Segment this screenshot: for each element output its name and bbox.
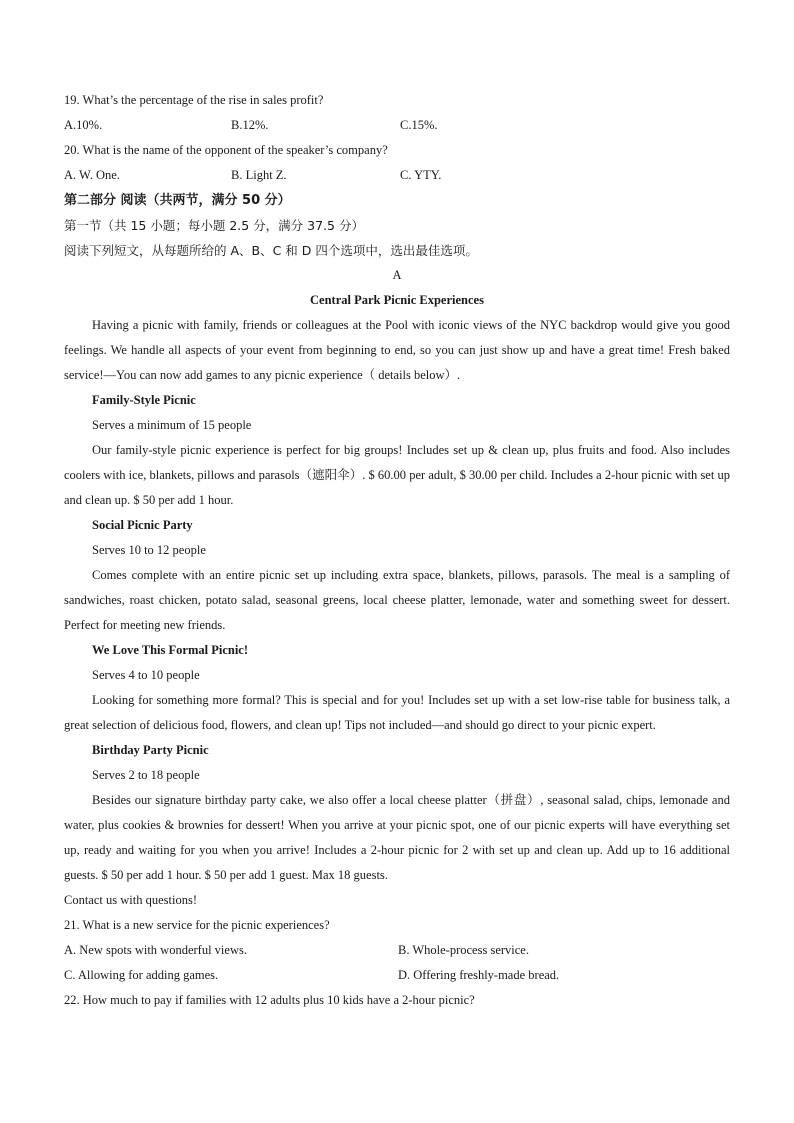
option-b: B. Light Z. — [231, 168, 287, 182]
option-a: A.10%. — [64, 118, 103, 132]
package-description: Comes complete with an entire picnic set up including extra space, blankets, pillows, parasols. The meal is a sampling of sandwiches, roast chicken, potato salad, seasonal greens, local cheese platter, lemonade, water and something sweet for dessert. Perfect for meeting new friends. — [64, 568, 730, 632]
package-description: Our family-style picnic experience is perfect for big groups! Includes set up & clean up, plus fruits and food. Also includes coolers with ice, blankets, pillows and parasols（遮阳伞）. $ 60.00 per adult, $ 30.00 per child. Includes a 2-hour picnic with set up and clean up. $ 50 per add 1 hour. — [64, 443, 730, 507]
option-b: B.12%. — [231, 118, 269, 132]
passage-title: Central Park Picnic Experiences — [310, 293, 484, 307]
question-19-options — [64, 113, 730, 138]
question-21-options-ab — [64, 938, 730, 963]
option-a: A. W. One. — [64, 168, 120, 182]
option-a: A. New spots with wonderful views. — [64, 943, 247, 957]
package-description: Looking for something more formal? This is special and for you! Includes set up with a set low-rise table for business talk, a great selection of delicious food, flowers, and clean up! Tips not included—and should go direct to your picnic expert. — [64, 693, 730, 732]
question-22: 22. How much to pay if families with 12 adults plus 10 kids have a 2-hour picnic? — [64, 993, 475, 1007]
package-name: We Love This Formal Picnic! — [92, 643, 249, 657]
question-21-options-cd — [64, 963, 730, 988]
passage-letter: A — [392, 268, 402, 282]
option-c: C. Allowing for adding games. — [64, 968, 219, 982]
section-instruction: 阅读下列短文，从每题所给的 A、B、C 和 D 四个选项中，选出最佳选项。 — [64, 243, 478, 258]
package-serves: Serves 10 to 12 people — [92, 543, 206, 557]
package-serves: Serves 2 to 18 people — [92, 768, 200, 782]
question-20-options — [64, 163, 730, 188]
option-c: C.15%. — [400, 118, 438, 132]
package-serves: Serves 4 to 10 people — [92, 668, 200, 682]
question-20: 20. What is the name of the opponent of the speaker’s company? — [64, 143, 388, 157]
passage-contact: Contact us with questions! — [64, 893, 197, 907]
package-description: Besides our signature birthday party cake, we also offer a local cheese platter（拼盘）, seasonal salad, chips, lemonade and water, plus cookies & brownies for dessert! When you arrive at your picnic spot, one of our picnic experts will have everything set up, ready and waiting for you when you arrive! Includes a 2-hour picnic for 2 with set up and clean up. Add up to 16 additional guests. $ 50 per add 1 hour. $ 50 per add 1 guest. Max 18 guests. — [64, 793, 730, 882]
question-19: 19. What’s the percentage of the rise in sales profit? — [64, 93, 324, 107]
package-name: Family-Style Picnic — [92, 393, 196, 407]
passage-intro: Having a picnic with family, friends or colleagues at the Pool with iconic views of the NYC backdrop would give you good feelings. We handle all aspects of your event from beginning to end, so you can just show up and have a great time! Fresh baked service!—You can now add games to any picnic experience（ details below）. — [64, 318, 730, 382]
option-c: C. YTY. — [400, 168, 442, 182]
section-title: 第二部分 阅读（共两节，满分 50 分） — [64, 193, 291, 208]
package-name: Birthday Party Picnic — [92, 743, 209, 757]
option-d: D. Offering freshly-made bread. — [398, 968, 560, 982]
subsection-title: 第一节（共 15 小题；每小题 2.5 分，满分 37.5 分） — [64, 218, 364, 233]
question-21: 21. What is a new service for the picnic experiences? — [64, 918, 330, 932]
option-b: B. Whole-process service. — [398, 943, 529, 957]
package-serves: Serves a minimum of 15 people — [92, 418, 252, 432]
package-name: Social Picnic Party — [92, 518, 193, 532]
exam-page — [64, 88, 730, 1013]
